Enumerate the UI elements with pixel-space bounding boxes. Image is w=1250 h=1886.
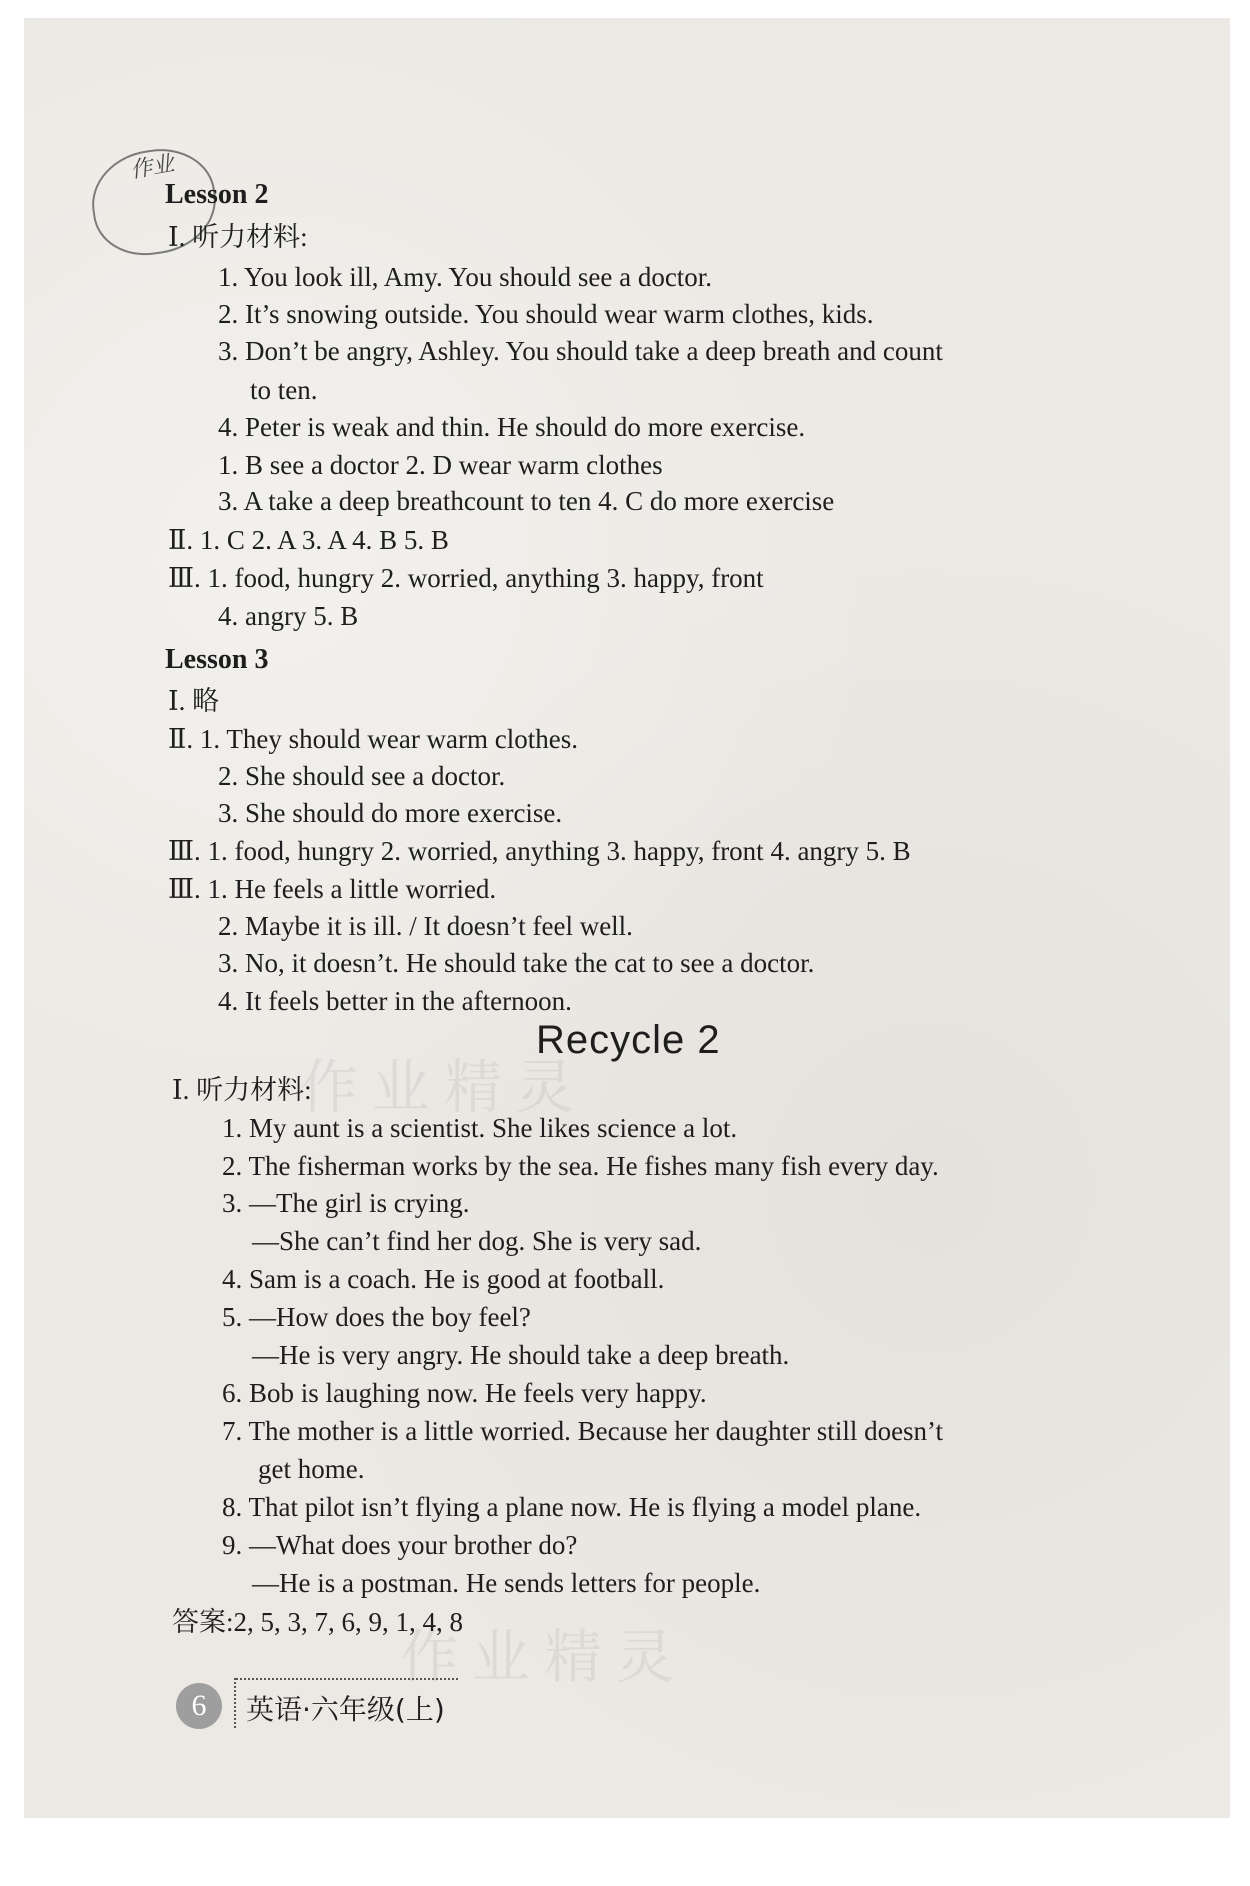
lesson-3-title: Lesson 3: [165, 644, 269, 675]
answer-line: 2. She should see a doctor.: [218, 761, 506, 791]
footer-divider: [234, 1678, 236, 1728]
answer-line: 6. Bob is laughing now. He feels very happy.: [222, 1378, 707, 1408]
answer-line: 3. —The girl is crying.: [222, 1188, 470, 1218]
answer-line: 3. She should do more exercise.: [218, 798, 563, 828]
section-line: Ⅲ. 1. food, hungry 2. worried, anything 3. happy, front 4. angry 5. B: [168, 836, 911, 866]
section-line: Ⅱ. 1. C 2. A 3. A 4. B 5. B: [168, 525, 449, 555]
answer-line: 1. You look ill, Amy. You should see a doctor.: [218, 262, 713, 292]
lesson-2-title: Lesson 2: [165, 179, 269, 210]
watermark: 作业精灵: [300, 1053, 589, 1121]
answer-line: —He is a postman. He sends letters for people.: [252, 1568, 761, 1598]
answer-key: 答案:2, 5, 3, 7, 6, 9, 1, 4, 8: [172, 1607, 464, 1637]
section-line: Ⅱ. 1. They should wear warm clothes.: [168, 724, 579, 754]
answer-line: 3. No, it doesn’t. He should take the cat to see a doctor.: [218, 948, 815, 978]
answer-line: 9. —What does your brother do?: [222, 1530, 578, 1560]
answer-line: —She can’t find her dog. She is very sad.: [252, 1226, 702, 1256]
answer-line: —He is very angry. He should take a deep breath.: [252, 1340, 790, 1370]
answer-line: 2. Maybe it is ill. / It doesn’t feel well.: [218, 911, 633, 941]
answer-line: 4. Sam is a coach. He is good at football.: [222, 1264, 665, 1294]
answer-line: 3. A take a deep breathcount to ten 4. C do more exercise: [218, 486, 835, 516]
answer-line: 8. That pilot isn’t flying a plane now. He is flying a model plane.: [222, 1492, 922, 1522]
section-line: Ⅰ. 听力材料:: [168, 222, 308, 252]
answer-line: 3. Don’t be angry, Ashley. You should take a deep breath and count: [218, 336, 943, 366]
page-number: 6: [176, 1683, 222, 1729]
section-line: Ⅲ. 1. He feels a little worried.: [168, 874, 497, 904]
stamp-text: 作业: [128, 151, 177, 184]
book-title: 英语·六年级(上): [246, 1693, 445, 1726]
answer-line: 1. B see a doctor 2. D wear warm clothes: [218, 450, 663, 480]
answer-line: get home.: [258, 1454, 365, 1484]
footer-divider: [236, 1678, 458, 1680]
answer-line: 4. angry 5. B: [218, 601, 359, 631]
answer-line: 2. The fisherman works by the sea. He fishes many fish every day.: [222, 1151, 939, 1181]
section-line: Ⅰ. 听力材料:: [172, 1075, 312, 1105]
answer-line: 2. It’s snowing outside. You should wear warm clothes, kids.: [218, 299, 874, 329]
watermark: 作业精灵: [400, 1623, 689, 1691]
answer-line: 7. The mother is a little worried. Because her daughter still doesn’t: [222, 1416, 944, 1446]
section-line: Ⅰ. 略: [168, 686, 220, 716]
recycle-title: Recycle 2: [536, 1018, 721, 1062]
answer-line: 5. —How does the boy feel?: [222, 1302, 531, 1332]
section-line: Ⅲ. 1. food, hungry 2. worried, anything 3. happy, front: [168, 563, 764, 593]
answer-line: to ten.: [250, 375, 318, 405]
answer-line: 4. Peter is weak and thin. He should do more exercise.: [218, 412, 806, 442]
answer-line: 4. It feels better in the afternoon.: [218, 986, 572, 1016]
answer-line: 1. My aunt is a scientist. She likes science a lot.: [222, 1113, 738, 1143]
